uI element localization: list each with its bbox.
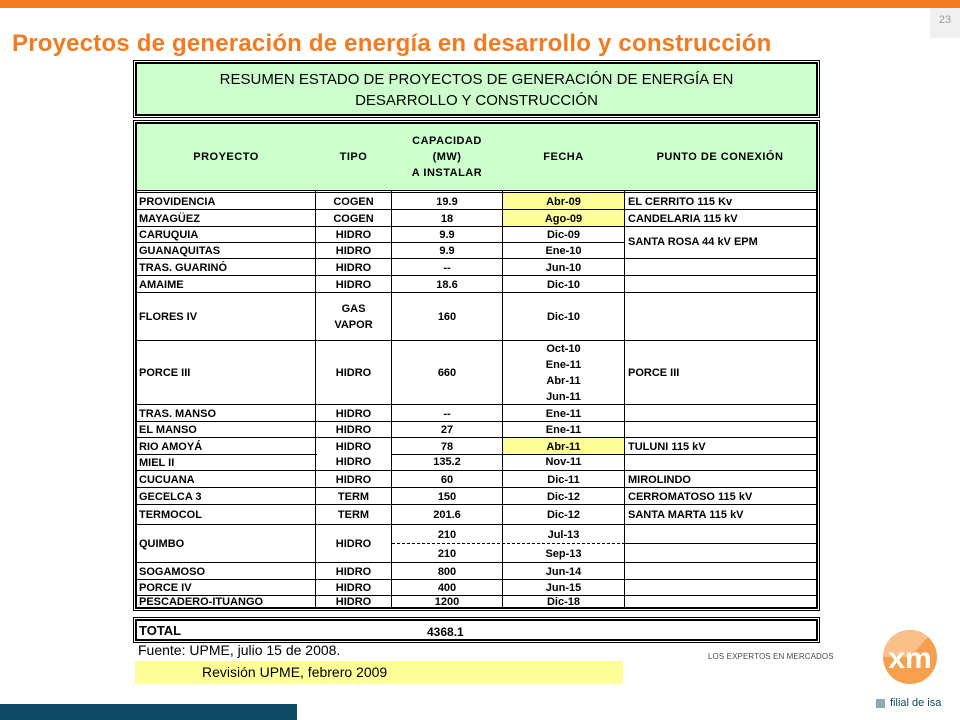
cell-tipo: HIDRO: [335, 424, 372, 436]
cell-punto-conexion: EL CERRITO 115 Kv: [628, 195, 733, 208]
cell-proyecto: QUIMBO: [139, 538, 185, 550]
cell-tipo: TERM: [337, 490, 370, 503]
cell-tipo-line1: GAS: [341, 303, 366, 315]
cell-proyecto: PORCE III: [139, 367, 191, 379]
cell-tipo: HIDRO: [335, 538, 372, 550]
summary-banner: [135, 62, 818, 116]
xm-logo-icon: [868, 628, 952, 686]
cell-fecha: Jun-10: [545, 261, 582, 274]
cell-proyecto: TRAS. MANSO: [139, 407, 216, 420]
cell-tipo: COGEN: [333, 212, 374, 225]
page-number: 23: [938, 14, 952, 26]
dashed-divider: [392, 543, 625, 544]
cell-capacidad: 1200: [434, 596, 460, 608]
row-divider: [625, 543, 816, 544]
cell-tipo: HIDRO: [335, 456, 372, 468]
cell-capacidad: 18.6: [436, 278, 458, 291]
cell-proyecto: SOGAMOSO: [139, 565, 206, 578]
cell-fecha: Sep-13: [545, 547, 582, 560]
cell-fecha: Jul-13: [547, 528, 580, 541]
revision-note: Revisión UPME, febrero 2009: [202, 664, 388, 680]
table-row: [137, 504, 816, 525]
cell-capacidad: 78: [440, 440, 454, 453]
table-row: [137, 192, 816, 210]
top-accent-bar: [0, 0, 960, 8]
cell-proyecto: TERMOCOL: [139, 509, 202, 521]
header-capacidad-line1: CAPACIDAD: [412, 135, 482, 147]
cell-fecha-line2: Ene-11: [545, 359, 582, 371]
table-row: [137, 292, 816, 341]
table-row: [137, 275, 816, 293]
cell-proyecto: TRAS. GUARINÓ: [139, 261, 227, 274]
table-header-row: [137, 124, 816, 191]
cell-tipo: [316, 293, 391, 341]
cell-proyecto: CARUQUIA: [139, 229, 199, 241]
cell-tipo: COGEN: [333, 195, 374, 208]
total-label: TOTAL: [139, 623, 182, 638]
cell-capacidad: 210: [437, 528, 457, 541]
cell-capacidad: 135.2: [433, 456, 461, 468]
cell-proyecto: RIO AMOYÁ: [139, 440, 203, 453]
cell-proyecto: PESCADERO-ITUANGO: [139, 596, 264, 608]
table-row: [137, 562, 816, 580]
cell-proyecto: CUCUANA: [139, 473, 195, 486]
cell-tipo: HIDRO: [335, 229, 372, 241]
cell-capacidad: 9.9: [439, 245, 455, 257]
cell-proyecto: GUANAQUITAS: [139, 245, 221, 257]
cell-proyecto: MIEL II: [137, 454, 317, 470]
total-value: 4368.1: [427, 625, 464, 639]
logo-text: xm: [888, 642, 932, 675]
cell-tipo: HIDRO: [335, 245, 372, 257]
cell-punto-conexion: TULUNI 115 kV: [628, 440, 706, 453]
cell-fecha: Dic-10: [546, 278, 581, 291]
cell-tipo: HIDRO: [335, 440, 372, 453]
cell-fecha-line4: Jun-11: [546, 391, 581, 403]
cell-proyecto: PORCE IV: [139, 582, 192, 594]
cell-punto-conexion: CERROMATOSO 115 kV: [628, 490, 753, 503]
cell-capacidad: 18: [440, 212, 454, 225]
header-capacidad: [392, 124, 502, 190]
total-row: [135, 619, 818, 641]
logo-tagline: LOS EXPERTOS EN MERCADOS: [708, 652, 834, 661]
cell-tipo: TERM: [337, 509, 370, 521]
cell-fecha-line1: Oct-10: [546, 343, 581, 355]
table-row: [137, 209, 816, 227]
table-row: [137, 421, 816, 438]
cell-proyecto: AMAIME: [139, 278, 184, 291]
bottom-accent-bar: [0, 704, 297, 720]
cell-fecha: Dic-11: [547, 473, 580, 486]
cell-fecha: Ene-10: [545, 245, 582, 257]
cell-fecha: Ene-11: [545, 424, 582, 436]
header-fecha: FECHA: [543, 151, 584, 163]
cell-punto-conexion: SANTA ROSA 44 kV EPM: [628, 236, 758, 248]
header-proyecto: PROYECTO: [193, 151, 259, 163]
table-row: [137, 258, 816, 276]
cell-capacidad: 19.9: [436, 195, 458, 208]
table-row: [137, 404, 816, 422]
cell-capacidad: 201.6: [433, 509, 461, 521]
table-row: [137, 487, 816, 505]
table-row: [137, 579, 816, 596]
cell-capacidad: --: [443, 407, 451, 420]
cell-fecha: Jun-14: [545, 565, 582, 578]
cell-fecha: Dic-18: [546, 596, 581, 608]
projects-table: [135, 122, 818, 609]
table-row: [137, 340, 816, 405]
cell-capacidad: 9.9: [439, 229, 455, 241]
table-row: [137, 470, 816, 488]
cell-tipo: HIDRO: [335, 473, 372, 486]
cell-tipo: HIDRO: [335, 407, 372, 420]
cell-fecha: Jun-15: [545, 582, 582, 594]
cell-fecha-line3: Abr-11: [546, 375, 581, 387]
cell-fecha: Dic-09: [546, 229, 581, 241]
cell-proyecto: GECELCA 3: [139, 490, 202, 503]
table-row: [137, 437, 816, 455]
source-note: Fuente: UPME, julio 15 de 2008.: [138, 642, 341, 658]
cell-capacidad: --: [443, 261, 451, 274]
cell-tipo: HIDRO: [335, 565, 372, 578]
cell-capacidad: 160: [437, 311, 457, 323]
cell-proyecto: PROVIDENCIA: [139, 195, 216, 208]
header-punto-conexion: PUNTO DE CONEXIÓN: [656, 151, 784, 163]
cell-fecha: Dic-12: [546, 490, 581, 503]
cell-tipo: HIDRO: [335, 261, 372, 274]
cell-fecha: Ago-09: [503, 210, 624, 227]
cell-fecha: Ene-11: [545, 407, 582, 420]
cell-tipo: HIDRO: [335, 278, 372, 291]
cell-fecha: Abr-11: [503, 438, 624, 455]
cell-capacidad: 60: [440, 473, 454, 486]
summary-line-1: RESUMEN ESTADO DE PROYECTOS DE GENERACIÓN DE ENERGÍA EN: [219, 71, 734, 88]
cell-tipo: HIDRO: [335, 596, 372, 608]
summary-line-2: DESARROLLO Y CONSTRUCCIÓN: [355, 92, 598, 109]
filial-label: filial de isa: [890, 697, 942, 709]
header-tipo: TIPO: [339, 151, 368, 163]
cell-fecha: Abr-09: [503, 193, 624, 210]
cell-punto-conexion: CANDELARIA 115 kV: [628, 212, 738, 225]
cell-fecha: Dic-10: [546, 311, 581, 323]
cell-proyecto: MAYAGÜEZ: [139, 212, 200, 225]
cell-tipo-line2: VAPOR: [334, 319, 373, 331]
cell-fecha: Nov-11: [545, 456, 582, 468]
cell-capacidad: 660: [437, 367, 457, 379]
header-capacidad-line3: A INSTALAR: [411, 167, 483, 179]
cell-fecha: [503, 341, 624, 405]
cell-capacidad: 800: [437, 565, 457, 578]
cell-capacidad: 27: [440, 424, 454, 436]
table-row: [137, 242, 625, 259]
cell-tipo: HIDRO: [335, 367, 372, 379]
filial-square-icon: [876, 699, 885, 708]
cell-capacidad: 210: [437, 547, 457, 560]
cell-proyecto: EL MANSO: [139, 424, 197, 436]
cell-punto-conexion: MIROLINDO: [628, 473, 691, 486]
header-capacidad-line2: (MW): [432, 151, 462, 163]
table-row: [137, 454, 816, 470]
cell-tipo: HIDRO: [335, 582, 372, 594]
cell-proyecto: FLORES IV: [139, 311, 198, 323]
cell-capacidad: 150: [437, 490, 457, 503]
cell-punto-conexion: SANTA MARTA 115 kV: [628, 509, 744, 521]
cell-punto-conexion: PORCE III: [628, 367, 680, 379]
cell-capacidad: 400: [437, 582, 457, 594]
cell-fecha: Dic-12: [546, 509, 581, 521]
slide-title: Proyectos de generación de energía en desarrollo y construcción: [12, 30, 772, 57]
table-row: [137, 595, 816, 608]
